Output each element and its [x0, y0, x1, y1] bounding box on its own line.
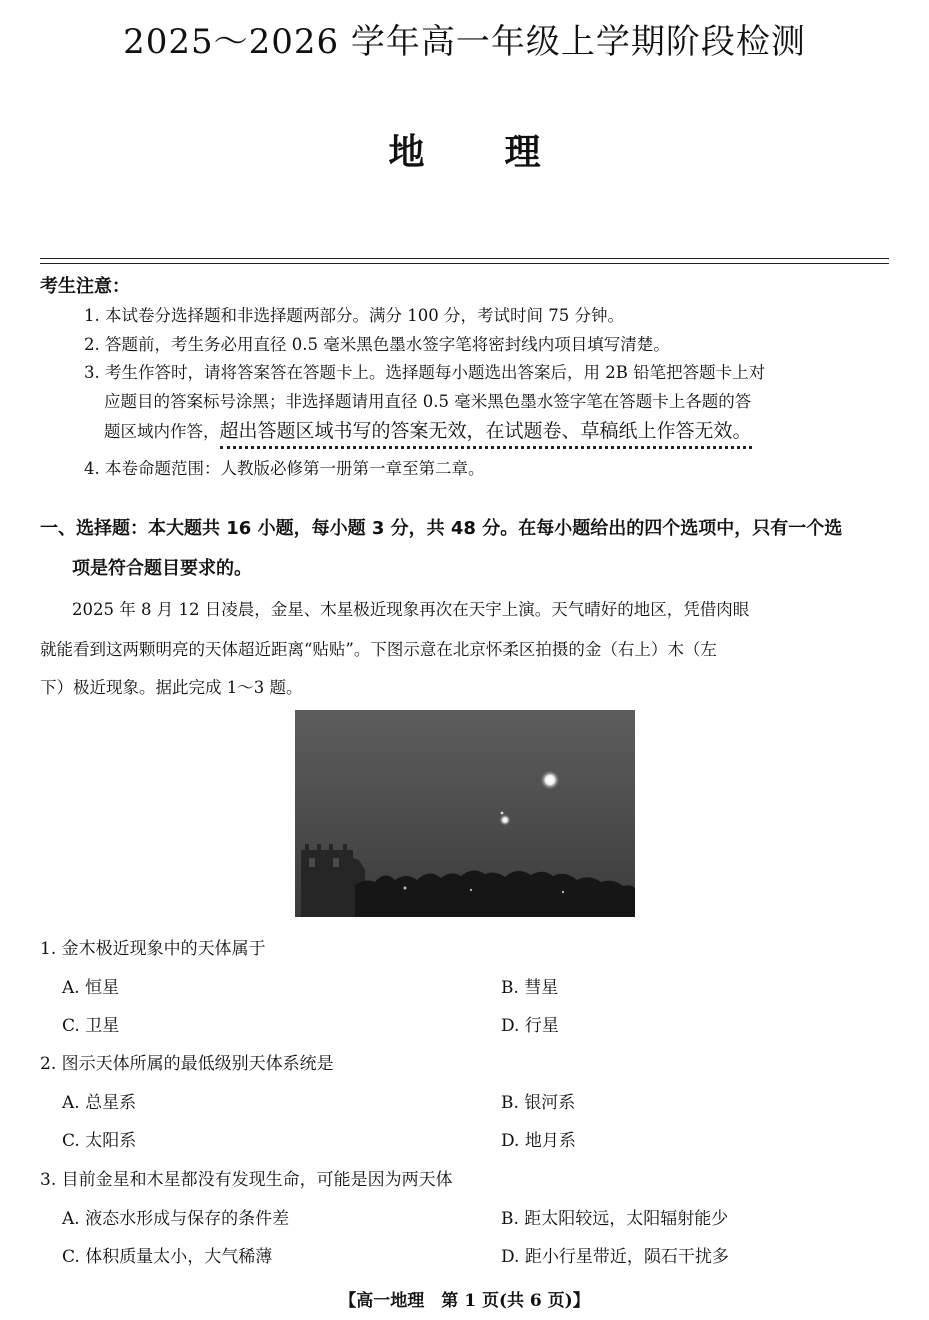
notice-heading: 考生注意： [40, 276, 130, 297]
question-3-option-d: D. 距小行星带近，陨石干扰多 [501, 1247, 729, 1267]
passage-line-2: 就能看到这两颗明亮的天体超近距离“贴贴”。下图示意在北京怀柔区拍摄的金（右上）木（左 [40, 640, 717, 659]
venus-point [540, 770, 560, 790]
question-3-stem: 3. 目前金星和木星都没有发现生命，可能是因为两天体 [40, 1170, 453, 1190]
exam-title: 2025～2026 学年高一年级上学期阶段检测 [123, 22, 806, 62]
notice-emphasis: 超出答题区域书写的答案无效，在试题卷、草稿纸上作答无效。 [220, 420, 752, 449]
question-2-option-c: C. 太阳系 [62, 1131, 137, 1151]
jupiter-point [499, 814, 511, 826]
header-rule-bottom [40, 263, 889, 264]
question-3-option-c: C. 体积质量太小，大气稀薄 [62, 1247, 273, 1267]
notice-item-3-cont: 应题目的答案标号涂黑；非选择题请用直径 0.5 毫米黑色墨水签字笔在答题卡上各题的答 [104, 392, 752, 411]
question-1-stem: 1. 金木极近现象中的天体属于 [40, 939, 266, 959]
venus-jupiter-photo [295, 710, 635, 917]
section-heading: 一、选择题：本大题共 16 小题，每小题 3 分，共 48 分。在每小题给出的四个选项中，只有一个选 [40, 518, 843, 539]
subject-char-left: 地 [388, 132, 425, 173]
passage-line-3: 下）极近现象。据此完成 1～3 题。 [40, 678, 303, 697]
notice-item-3-cont2-text: 题区域内作答， [104, 422, 220, 441]
question-1-option-a: A. 恒星 [62, 978, 120, 998]
question-2-option-a: A. 总星系 [62, 1093, 137, 1113]
question-3-option-b: B. 距太阳较远，太阳辐射能少 [501, 1209, 729, 1229]
question-1-option-d: D. 行星 [501, 1016, 559, 1036]
question-2-stem: 2. 图示天体所属的最低级别天体系统是 [40, 1054, 334, 1074]
section-heading-cont: 项是符合题目要求的。 [72, 558, 252, 579]
question-2-option-d: D. 地月系 [501, 1131, 576, 1151]
notice-item-1: 1. 本试卷分选择题和非选择题两部分。满分 100 分，考试时间 75 分钟。 [84, 306, 624, 325]
notice-item-3-cont2 [104, 416, 752, 443]
page-footer: 【高一地理 第 1 页(共 6 页)】 [339, 1291, 590, 1311]
question-1-option-b: B. 彗星 [501, 978, 559, 998]
notice-item-3: 3. 考生作答时，请将答案答在答题卡上。选择题每小题选出答案后，用 2B 铅笔把答题卡上对 [84, 363, 766, 382]
notice-item-2: 2. 答题前，考生务必用直径 0.5 毫米黑色墨水签字笔将密封线内项目填写清楚。 [84, 335, 670, 354]
header-rule-top [40, 258, 889, 259]
notice-item-4: 4. 本卷命题范围：人教版必修第一册第一章至第二章。 [84, 459, 485, 478]
question-1-option-c: C. 卫星 [62, 1016, 120, 1036]
question-2-option-b: B. 银河系 [501, 1093, 576, 1113]
subject-title [0, 124, 929, 175]
passage-line-1: 2025 年 8 月 12 日凌晨，金星、木星极近现象再次在天宇上演。天气晴好的地区，凭借肉眼 [72, 600, 750, 619]
subject-char-right: 理 [504, 132, 541, 173]
question-3-option-a: A. 液态水形成与保存的条件差 [62, 1209, 290, 1229]
